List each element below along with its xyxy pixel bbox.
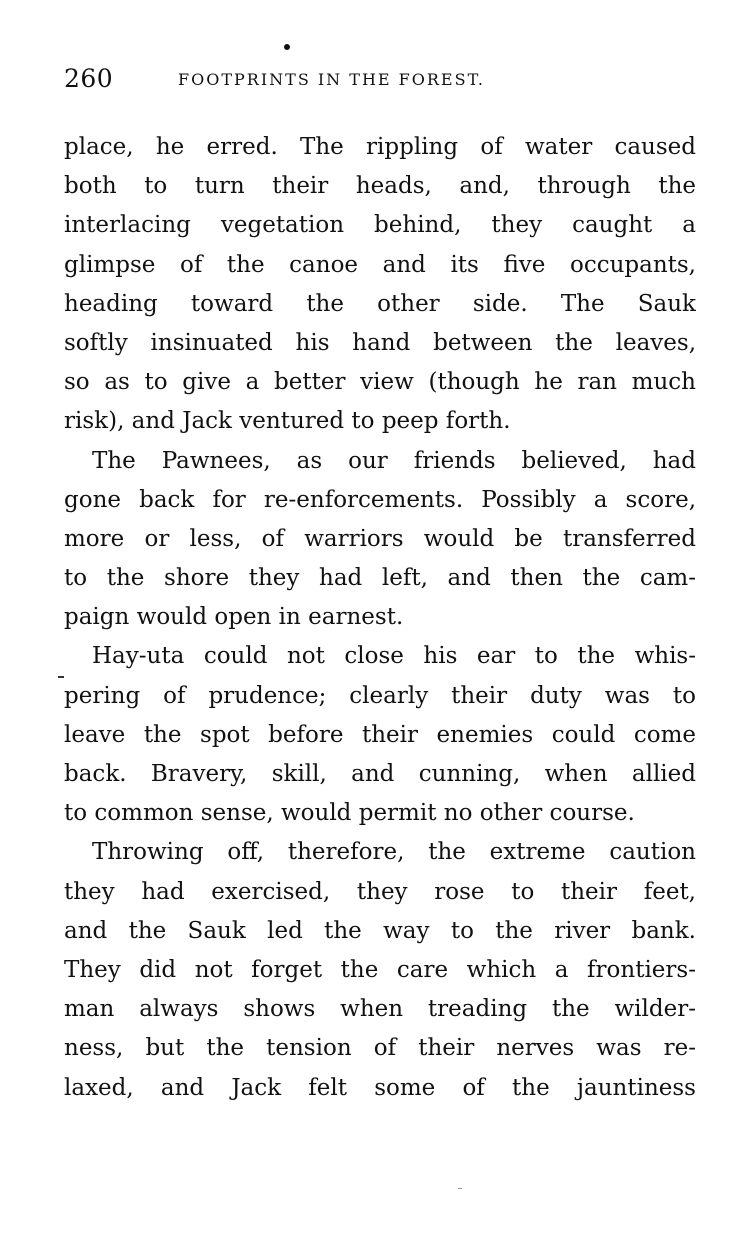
text-line: so as to give a better view (though he ran much: [64, 369, 696, 396]
text-line: laxed, and Jack felt some of the jauntiness: [64, 1074, 696, 1101]
text-line: to the shore they had left, and then the cam-: [64, 565, 696, 592]
text-line: back. Bravery, skill, and cunning, when allied: [64, 761, 696, 787]
text-line: The Pawnees, as our friends believed, had: [92, 447, 696, 474]
text-line: softly insinuated his hand between the leaves,: [64, 329, 696, 356]
text-line: both to turn their heads, and, through the: [64, 173, 696, 200]
paragraph: [64, 442, 696, 638]
text-line: gone back for re-enforcements. Possibly a score,: [64, 486, 696, 513]
paragraph: [64, 833, 696, 1107]
printer-mark-dot: [284, 44, 290, 50]
text-line: to common sense, would permit no other course.: [64, 800, 635, 827]
text-line: they had exercised, they rose to their feet,: [64, 878, 696, 905]
text-line: heading toward the other side. The Sauk: [64, 290, 696, 317]
text-line: ness, but the tension of their nerves was re-: [64, 1035, 696, 1062]
text-line: more or less, of warriors would be transferred: [64, 525, 696, 552]
text-line: interlacing vegetation behind, they caught a: [64, 212, 696, 239]
paragraph: [64, 128, 696, 442]
page-header: [64, 64, 704, 100]
text-line: place, he erred. The rippling of water caused: [64, 134, 696, 160]
page-number: 260: [64, 64, 114, 93]
text-line: leave the spot before their enemies could come: [64, 721, 696, 748]
text-line: risk), and Jack ventured to peep forth.: [64, 408, 511, 435]
running-title: FOOTPRINTS IN THE FOREST.: [178, 70, 485, 89]
body-text: [64, 128, 696, 1108]
text-line: glimpse of the canoe and its five occupants,: [64, 251, 696, 278]
text-line: and the Sauk led the way to the river bank.: [64, 917, 696, 944]
text-line: pering of prudence; clearly their duty was to: [64, 682, 696, 709]
text-line: Throwing off, therefore, the extreme caution: [92, 839, 696, 866]
print-speck: [458, 1188, 462, 1189]
text-line: man always shows when treading the wilder-: [64, 996, 696, 1023]
text-line: They did not forget the care which a frontiers-: [64, 956, 696, 983]
text-line: paign would open in earnest.: [64, 604, 404, 631]
text-line: Hay-uta could not close his ear to the whis-: [92, 643, 696, 670]
paragraph: [64, 637, 696, 833]
